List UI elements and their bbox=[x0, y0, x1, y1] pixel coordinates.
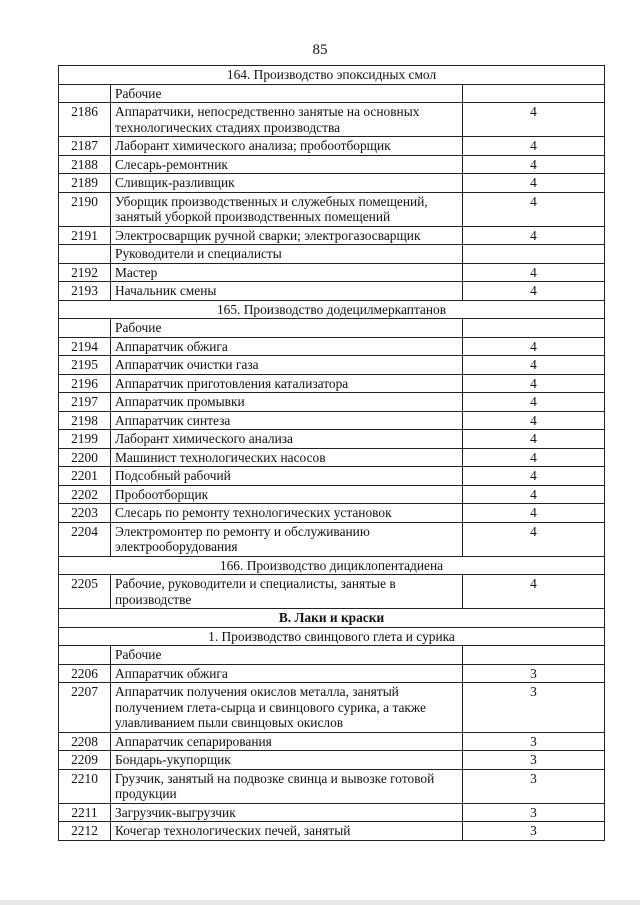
row-value: 3 bbox=[463, 664, 605, 683]
row-value: 4 bbox=[463, 263, 605, 282]
section-title: 166. Производство дициклопентадиена bbox=[59, 556, 605, 575]
row-value: 3 bbox=[463, 769, 605, 803]
row-value: 4 bbox=[463, 174, 605, 193]
row-value: 3 bbox=[463, 822, 605, 841]
section-header-row bbox=[59, 300, 605, 319]
section-title: 165. Производство додецилмеркаптанов bbox=[59, 300, 605, 319]
table-row bbox=[59, 411, 605, 430]
category-label: Рабочие bbox=[111, 84, 463, 103]
occupation-name: Аппаратчик синтеза bbox=[111, 411, 463, 430]
category-row bbox=[59, 84, 605, 103]
row-number: 2209 bbox=[59, 751, 111, 770]
row-number: 2212 bbox=[59, 822, 111, 841]
row-number: 2200 bbox=[59, 448, 111, 467]
table-row bbox=[59, 575, 605, 609]
category-label: Рабочие bbox=[111, 646, 463, 665]
page-number: 85 bbox=[312, 42, 328, 58]
occupation-name: Аппаратчик промывки bbox=[111, 393, 463, 412]
row-number: 2208 bbox=[59, 732, 111, 751]
row-number: 2205 bbox=[59, 575, 111, 609]
row-number: 2201 bbox=[59, 467, 111, 486]
row-number: 2188 bbox=[59, 155, 111, 174]
occupation-name: Мастер bbox=[111, 263, 463, 282]
row-value: 3 bbox=[463, 732, 605, 751]
row-value: 4 bbox=[463, 226, 605, 245]
row-number: 2210 bbox=[59, 769, 111, 803]
table-row bbox=[59, 226, 605, 245]
occupation-name: Аппаратчик обжига bbox=[111, 664, 463, 683]
row-value: 4 bbox=[463, 393, 605, 412]
section-title: В. Лаки и краски bbox=[59, 609, 605, 628]
row-value: 4 bbox=[463, 411, 605, 430]
row-number bbox=[59, 84, 111, 103]
row-value: 4 bbox=[463, 155, 605, 174]
category-row bbox=[59, 245, 605, 264]
occupation-name: Машинист технологических насосов bbox=[111, 448, 463, 467]
row-value: 4 bbox=[463, 137, 605, 156]
occupation-name: Начальник смены bbox=[111, 282, 463, 301]
table-row bbox=[59, 751, 605, 770]
occupation-name: Грузчик, занятый на подвозке свинца и вывозке готовой продукции bbox=[111, 769, 463, 803]
row-value: 4 bbox=[463, 337, 605, 356]
occupation-name: Слесарь по ремонту технологических установок bbox=[111, 504, 463, 523]
row-number: 2198 bbox=[59, 411, 111, 430]
occupation-name: Аппаратчик сепарирования bbox=[111, 732, 463, 751]
row-value: 3 bbox=[463, 803, 605, 822]
row-number: 2202 bbox=[59, 485, 111, 504]
table-row bbox=[59, 822, 605, 841]
occupation-name: Загрузчик-выгрузчик bbox=[111, 803, 463, 822]
row-value: 4 bbox=[463, 192, 605, 226]
row-value: 4 bbox=[463, 282, 605, 301]
occupation-name: Уборщик производственных и служебных помещений, занятый уборкой производственных помещений bbox=[111, 192, 463, 226]
table-row bbox=[59, 522, 605, 556]
row-value: 4 bbox=[463, 485, 605, 504]
row-number: 2207 bbox=[59, 683, 111, 733]
occupation-name: Аппаратчик получения окислов металла, занятый получением глета-сырца и свинцового сурика, а также улавливанием пыли свинцовых окислов bbox=[111, 683, 463, 733]
section-header-row bbox=[59, 627, 605, 646]
occupation-name: Аппаратчики, непосредственно занятые на основных технологических стадиях производства bbox=[111, 103, 463, 137]
occupation-name: Лаборант химического анализа bbox=[111, 430, 463, 449]
table-row bbox=[59, 282, 605, 301]
row-value: 4 bbox=[463, 103, 605, 137]
row-value: 3 bbox=[463, 751, 605, 770]
table-row bbox=[59, 103, 605, 137]
table-row bbox=[59, 664, 605, 683]
occupations-table bbox=[58, 65, 605, 841]
row-number: 2194 bbox=[59, 337, 111, 356]
occupation-name: Слесарь-ремонтник bbox=[111, 155, 463, 174]
occupation-name: Аппаратчик приготовления катализатора bbox=[111, 374, 463, 393]
table-row bbox=[59, 732, 605, 751]
category-label: Рабочие bbox=[111, 319, 463, 338]
row-number: 2204 bbox=[59, 522, 111, 556]
row-number bbox=[59, 319, 111, 338]
row-number: 2196 bbox=[59, 374, 111, 393]
category-row bbox=[59, 646, 605, 665]
occupation-name: Электромонтер по ремонту и обслуживанию электрооборудования bbox=[111, 522, 463, 556]
row-value bbox=[463, 245, 605, 264]
table-row bbox=[59, 155, 605, 174]
row-number bbox=[59, 245, 111, 264]
table-row bbox=[59, 769, 605, 803]
occupation-name: Кочегар технологических печей, занятый bbox=[111, 822, 463, 841]
table-row bbox=[59, 448, 605, 467]
occupation-name: Подсобный рабочий bbox=[111, 467, 463, 486]
row-value: 4 bbox=[463, 467, 605, 486]
row-value bbox=[463, 319, 605, 338]
row-number: 2189 bbox=[59, 174, 111, 193]
category-row bbox=[59, 319, 605, 338]
row-number: 2211 bbox=[59, 803, 111, 822]
occupation-name: Электросварщик ручной сварки; электрогазосварщик bbox=[111, 226, 463, 245]
row-value: 3 bbox=[463, 683, 605, 733]
row-number: 2186 bbox=[59, 103, 111, 137]
occupation-name: Лаборант химического анализа; пробоотборщик bbox=[111, 137, 463, 156]
table-row bbox=[59, 174, 605, 193]
row-value: 4 bbox=[463, 448, 605, 467]
table-row bbox=[59, 137, 605, 156]
table-row bbox=[59, 504, 605, 523]
table-row bbox=[59, 393, 605, 412]
occupation-name: Аппаратчик обжига bbox=[111, 337, 463, 356]
occupation-name: Пробоотборщик bbox=[111, 485, 463, 504]
table-row bbox=[59, 803, 605, 822]
row-number bbox=[59, 646, 111, 665]
section-header-row bbox=[59, 556, 605, 575]
row-value: 4 bbox=[463, 522, 605, 556]
table-row bbox=[59, 430, 605, 449]
row-value: 4 bbox=[463, 356, 605, 375]
row-number: 2187 bbox=[59, 137, 111, 156]
category-label: Руководители и специалисты bbox=[111, 245, 463, 264]
table-row bbox=[59, 192, 605, 226]
table-body bbox=[59, 66, 605, 841]
row-value: 4 bbox=[463, 374, 605, 393]
row-number: 2199 bbox=[59, 430, 111, 449]
row-number: 2190 bbox=[59, 192, 111, 226]
table-row bbox=[59, 467, 605, 486]
table-row bbox=[59, 485, 605, 504]
occupation-name: Аппаратчик очистки газа bbox=[111, 356, 463, 375]
row-number: 2191 bbox=[59, 226, 111, 245]
scan-edge bbox=[0, 900, 640, 905]
table-row bbox=[59, 356, 605, 375]
occupation-name: Сливщик-разливщик bbox=[111, 174, 463, 193]
table-row bbox=[59, 263, 605, 282]
row-number: 2206 bbox=[59, 664, 111, 683]
row-value: 4 bbox=[463, 430, 605, 449]
row-value: 4 bbox=[463, 575, 605, 609]
table-row bbox=[59, 683, 605, 733]
row-number: 2195 bbox=[59, 356, 111, 375]
section-title: 1. Производство свинцового глета и сурика bbox=[59, 627, 605, 646]
section-header-row bbox=[59, 66, 605, 85]
row-number: 2193 bbox=[59, 282, 111, 301]
row-number: 2197 bbox=[59, 393, 111, 412]
row-value bbox=[463, 84, 605, 103]
table-row bbox=[59, 374, 605, 393]
section-header-row bbox=[59, 609, 605, 628]
row-number: 2203 bbox=[59, 504, 111, 523]
occupation-name: Бондарь-укупорщик bbox=[111, 751, 463, 770]
row-value: 4 bbox=[463, 504, 605, 523]
row-number: 2192 bbox=[59, 263, 111, 282]
occupation-name: Рабочие, руководители и специалисты, занятые в производстве bbox=[111, 575, 463, 609]
row-value bbox=[463, 646, 605, 665]
section-title: 164. Производство эпоксидных смол bbox=[59, 66, 605, 85]
table-row bbox=[59, 337, 605, 356]
